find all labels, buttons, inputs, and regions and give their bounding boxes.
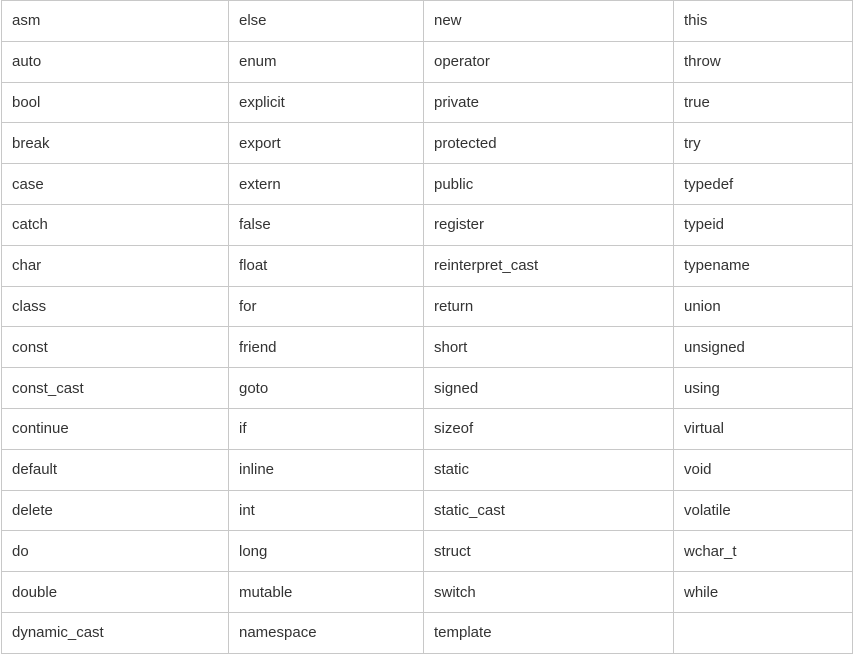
- keyword-cell: export: [229, 123, 424, 164]
- keyword-cell: try: [674, 123, 853, 164]
- keywords-table-body: [2, 1, 853, 654]
- keyword-cell: static: [424, 449, 674, 490]
- keyword-cell: asm: [2, 1, 229, 42]
- keyword-cell: template: [424, 612, 674, 653]
- keyword-cell: else: [229, 1, 424, 42]
- keyword-cell: case: [2, 164, 229, 205]
- keyword-cell: catch: [2, 204, 229, 245]
- keyword-cell: long: [229, 531, 424, 572]
- keyword-cell: do: [2, 531, 229, 572]
- keyword-cell: operator: [424, 41, 674, 82]
- keyword-cell: signed: [424, 368, 674, 409]
- keyword-cell: protected: [424, 123, 674, 164]
- table-row: [2, 82, 853, 123]
- table-row: [2, 531, 853, 572]
- table-row: [2, 572, 853, 613]
- table-row: [2, 123, 853, 164]
- keyword-cell: reinterpret_cast: [424, 245, 674, 286]
- keyword-cell: enum: [229, 41, 424, 82]
- table-row: [2, 245, 853, 286]
- keyword-cell: for: [229, 286, 424, 327]
- keyword-cell: typename: [674, 245, 853, 286]
- keyword-cell: while: [674, 572, 853, 613]
- keyword-cell: default: [2, 449, 229, 490]
- keyword-cell: class: [2, 286, 229, 327]
- keywords-table: [1, 0, 853, 654]
- keyword-cell: public: [424, 164, 674, 205]
- table-row: [2, 1, 853, 42]
- keyword-cell: register: [424, 204, 674, 245]
- keyword-cell: double: [2, 572, 229, 613]
- table-row: [2, 368, 853, 409]
- keyword-cell: void: [674, 449, 853, 490]
- keyword-cell: private: [424, 82, 674, 123]
- keyword-cell: unsigned: [674, 327, 853, 368]
- keyword-cell: union: [674, 286, 853, 327]
- table-row: [2, 286, 853, 327]
- keyword-cell: mutable: [229, 572, 424, 613]
- table-row: [2, 204, 853, 245]
- table-row: [2, 612, 853, 653]
- keyword-cell: false: [229, 204, 424, 245]
- keyword-cell: int: [229, 490, 424, 531]
- table-row: [2, 41, 853, 82]
- keyword-cell: return: [424, 286, 674, 327]
- table-row: [2, 164, 853, 205]
- keyword-cell: short: [424, 327, 674, 368]
- table-row: [2, 327, 853, 368]
- keyword-cell: switch: [424, 572, 674, 613]
- keyword-cell: dynamic_cast: [2, 612, 229, 653]
- keyword-cell: auto: [2, 41, 229, 82]
- keyword-cell: inline: [229, 449, 424, 490]
- keyword-cell: extern: [229, 164, 424, 205]
- keyword-cell: static_cast: [424, 490, 674, 531]
- keyword-cell: struct: [424, 531, 674, 572]
- table-row: [2, 408, 853, 449]
- keyword-cell: continue: [2, 408, 229, 449]
- keyword-cell: const: [2, 327, 229, 368]
- keyword-cell: char: [2, 245, 229, 286]
- keyword-cell: using: [674, 368, 853, 409]
- keyword-cell: throw: [674, 41, 853, 82]
- keyword-cell: if: [229, 408, 424, 449]
- keyword-cell: friend: [229, 327, 424, 368]
- keyword-cell: [674, 612, 853, 653]
- table-row: [2, 449, 853, 490]
- keyword-cell: this: [674, 1, 853, 42]
- keyword-cell: const_cast: [2, 368, 229, 409]
- keyword-cell: typedef: [674, 164, 853, 205]
- keyword-cell: namespace: [229, 612, 424, 653]
- keyword-cell: typeid: [674, 204, 853, 245]
- keyword-cell: wchar_t: [674, 531, 853, 572]
- keyword-cell: true: [674, 82, 853, 123]
- keyword-cell: volatile: [674, 490, 853, 531]
- keyword-cell: new: [424, 1, 674, 42]
- keyword-cell: delete: [2, 490, 229, 531]
- keyword-cell: float: [229, 245, 424, 286]
- keyword-cell: virtual: [674, 408, 853, 449]
- keyword-cell: break: [2, 123, 229, 164]
- keyword-cell: bool: [2, 82, 229, 123]
- table-row: [2, 490, 853, 531]
- keyword-cell: explicit: [229, 82, 424, 123]
- keyword-cell: sizeof: [424, 408, 674, 449]
- keyword-cell: goto: [229, 368, 424, 409]
